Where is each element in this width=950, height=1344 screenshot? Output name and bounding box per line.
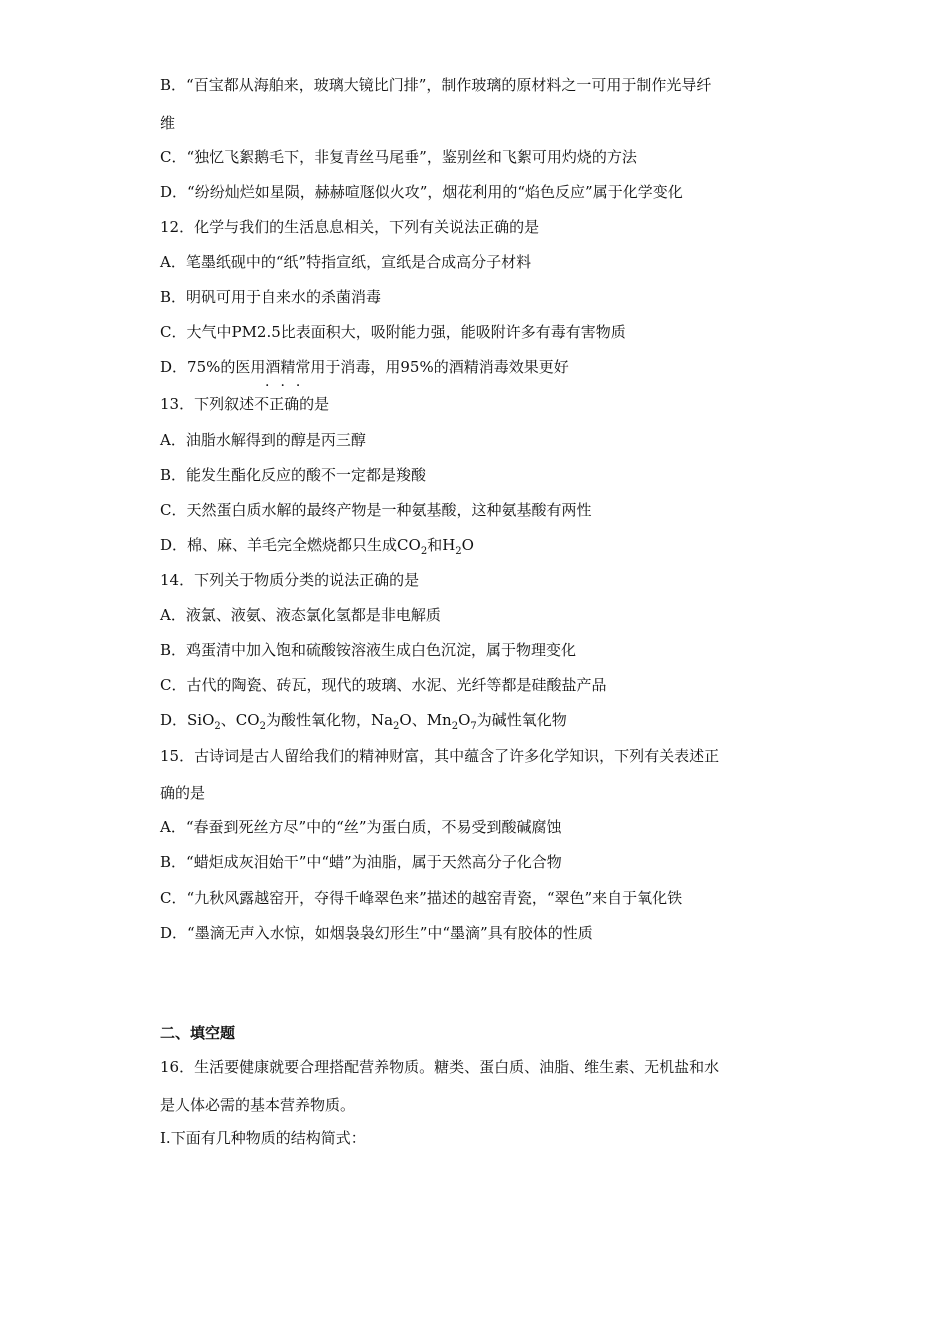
- q13-option-c: C．天然蛋白质水解的最终产物是一种氨基酸，这种氨基酸有两性: [160, 501, 592, 519]
- emphasis-dots: ···: [265, 378, 312, 394]
- q11-option-d: D．“纷纷灿烂如星陨，赫赫喧豗似火攻”，烟花利用的“焰色反应”属于化学变化: [160, 183, 683, 201]
- q14-option-b: B．鸡蛋清中加入饱和硫酸铵溶液生成白色沉淀，属于物理变化: [160, 641, 577, 659]
- q11-option-b-line2: 维: [160, 114, 176, 132]
- section-heading: 二、填空题: [160, 1024, 236, 1042]
- q14-option-d: D．SiO$_2$、$CO_2$为酸性氧化物，$Na_2O$、$Mn_2O_7$为碱性氧化物: [160, 711, 567, 732]
- q12-stem: 12．化学与我们的生活息息相关，下列有关说法正确的是: [160, 218, 540, 236]
- q12-option-d: D．75%的医用酒精常用于消毒，用95%的酒精消毒效果更好: [160, 358, 569, 376]
- q15-stem-line2: 确的是: [160, 784, 206, 802]
- q12-option-b: B．明矾可用于自来水的杀菌消毒: [160, 288, 382, 306]
- q13-stem: 13．下列叙述不正确的是: [160, 395, 330, 413]
- q16-stem-line2: 是人体必需的基本营养物质。: [160, 1096, 356, 1114]
- q15-option-a: A．“春蚕到死丝方尽”中的“丝”为蛋白质，不易受到酸碱腐蚀: [160, 818, 562, 836]
- q15-option-c: C．“九秋风露越窑开，夺得千峰翠色来”描述的越窑青瓷，“翠色”来自于氧化铁: [160, 889, 683, 907]
- q15-stem-line1: 15．古诗词是古人留给我们的精神财富，其中蕴含了许多化学知识，下列有关表述正: [160, 747, 720, 765]
- q11-option-b-line1: B．“百宝都从海舶来，玻璃大镜比门排”，制作玻璃的原材料之一可用于制作光导纤: [160, 76, 712, 94]
- q13-option-d: D．棉、麻、羊毛完全燃烧都只生成$CO_2$和$H_2O$: [160, 536, 474, 557]
- q14-option-c: C．古代的陶瓷、砖瓦，现代的玻璃、水泥、光纤等都是硅酸盐产品: [160, 676, 607, 694]
- q12-option-c: C．大气中PM2.5比表面积大，吸附能力强，能吸附许多有毒有害物质: [160, 323, 626, 341]
- q14-stem: 14．下列关于物质分类的说法正确的是: [160, 571, 420, 589]
- q11-option-c: C．“独忆飞絮鹅毛下，非复青丝马尾垂”，鉴别丝和飞絮可用灼烧的方法: [160, 148, 637, 166]
- q16-stem-line1: 16．生活要健康就要合理搭配营养物质。糖类、蛋白质、油脂、维生素、无机盐和水: [160, 1058, 720, 1076]
- q15-option-d: D．“墨滴无声入水惊，如烟袅袅幻形生”中“墨滴”具有胶体的性质: [160, 924, 593, 942]
- q13-option-b: B．能发生酯化反应的酸不一定都是羧酸: [160, 466, 427, 484]
- q15-option-b: B．“蜡炬成灰泪始干”中“蜡”为油脂，属于天然高分子化合物: [160, 853, 562, 871]
- q16-part-i: I.下面有几种物质的结构简式：: [160, 1129, 366, 1147]
- q12-option-a: A．笔墨纸砚中的“纸”特指宣纸，宣纸是合成高分子材料: [160, 253, 532, 271]
- q13-option-a: A．油脂水解得到的醇是丙三醇: [160, 431, 366, 449]
- q14-option-a: A．液氯、液氨、液态氯化氢都是非电解质: [160, 606, 441, 624]
